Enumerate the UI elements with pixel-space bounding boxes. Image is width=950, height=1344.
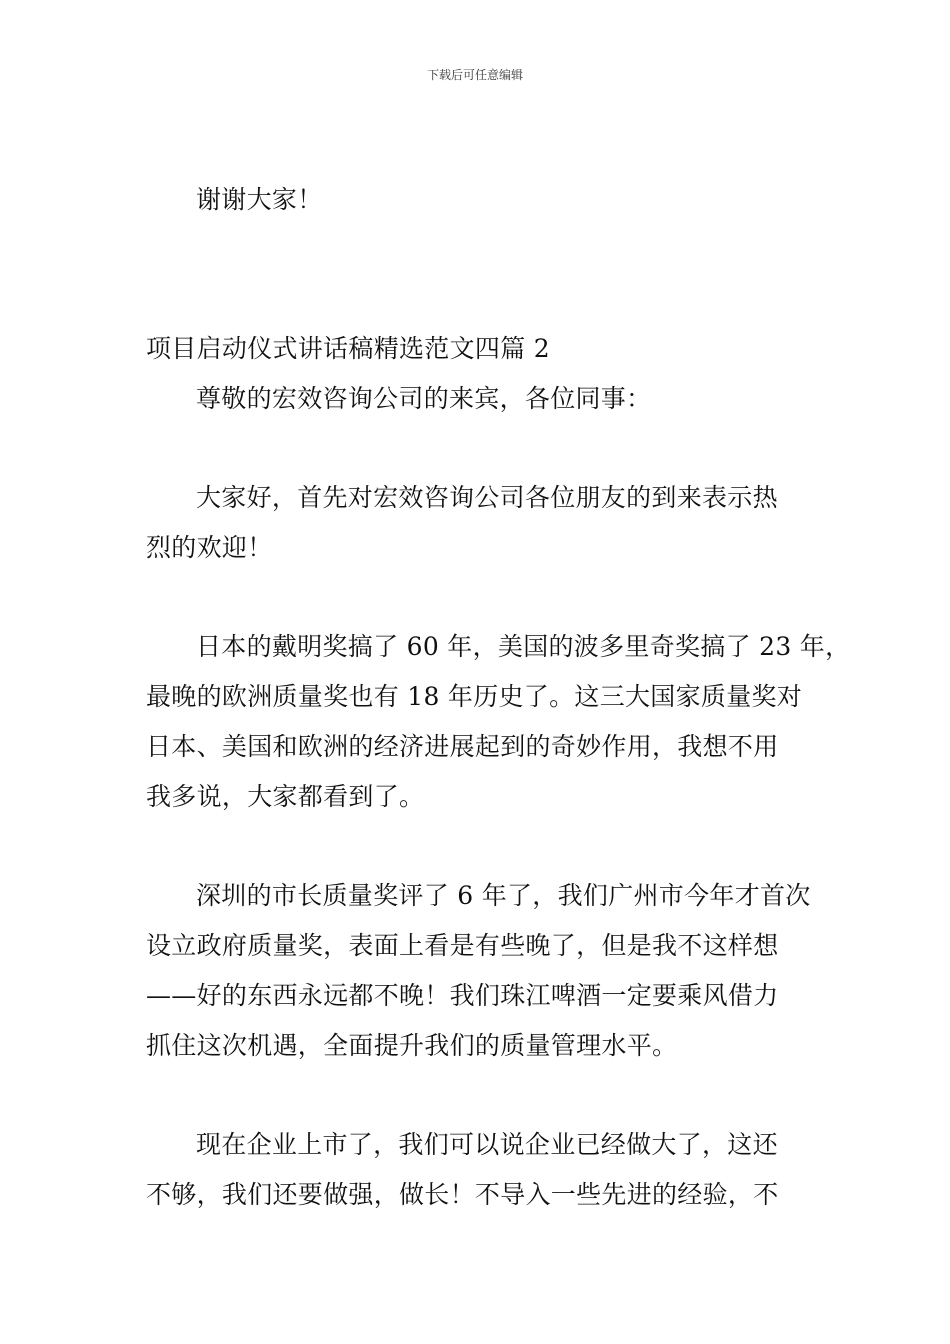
closing-line: 谢谢大家！ [196, 185, 323, 214]
paragraph-2-line-1: 日本的戴明奖搞了 60 年，美国的波多里奇奖搞了 23 年， [196, 632, 851, 661]
paragraph-3-line-2: 设立政府质量奖，表面上看是有些晚了，但是我不这样想 [146, 931, 779, 960]
paragraph-2-line-4: 我多说，大家都看到了。 [146, 782, 425, 811]
paragraph-2-line-2: 最晚的欧洲质量奖也有 18 年历史了。这三大国家质量奖对 [146, 682, 803, 711]
paragraph-1-line-2: 烈的欢迎！ [146, 533, 273, 562]
paragraph-4-line-2: 不够，我们还要做强，做长！不导入一些先进的经验，不 [146, 1180, 779, 1209]
section-heading: 项目启动仪式讲话稿精选范文四篇 2 [146, 334, 550, 363]
paragraph-3-line-3: ——好的东西永远都不晚！我们珠江啤酒一定要乘风借力 [146, 981, 779, 1010]
salutation-line: 尊敬的宏效咨询公司的来宾，各位同事： [196, 384, 652, 413]
paragraph-2-line-3: 日本、美国和欧洲的经济进展起到的奇妙作用，我想不用 [146, 732, 779, 761]
paragraph-4-line-1: 现在企业上市了，我们可以说企业已经做大了，这还 [196, 1130, 778, 1159]
paragraph-3-line-4: 抓住这次机遇，全面提升我们的质量管理水平。 [146, 1031, 678, 1060]
header-note: 下载后可任意编辑 [426, 68, 523, 82]
paragraph-1-line-1: 大家好，首先对宏效咨询公司各位朋友的到来表示热 [196, 483, 778, 512]
paragraph-3-line-1: 深圳的市长质量奖评了 6 年了，我们广州市今年才首次 [196, 881, 811, 910]
